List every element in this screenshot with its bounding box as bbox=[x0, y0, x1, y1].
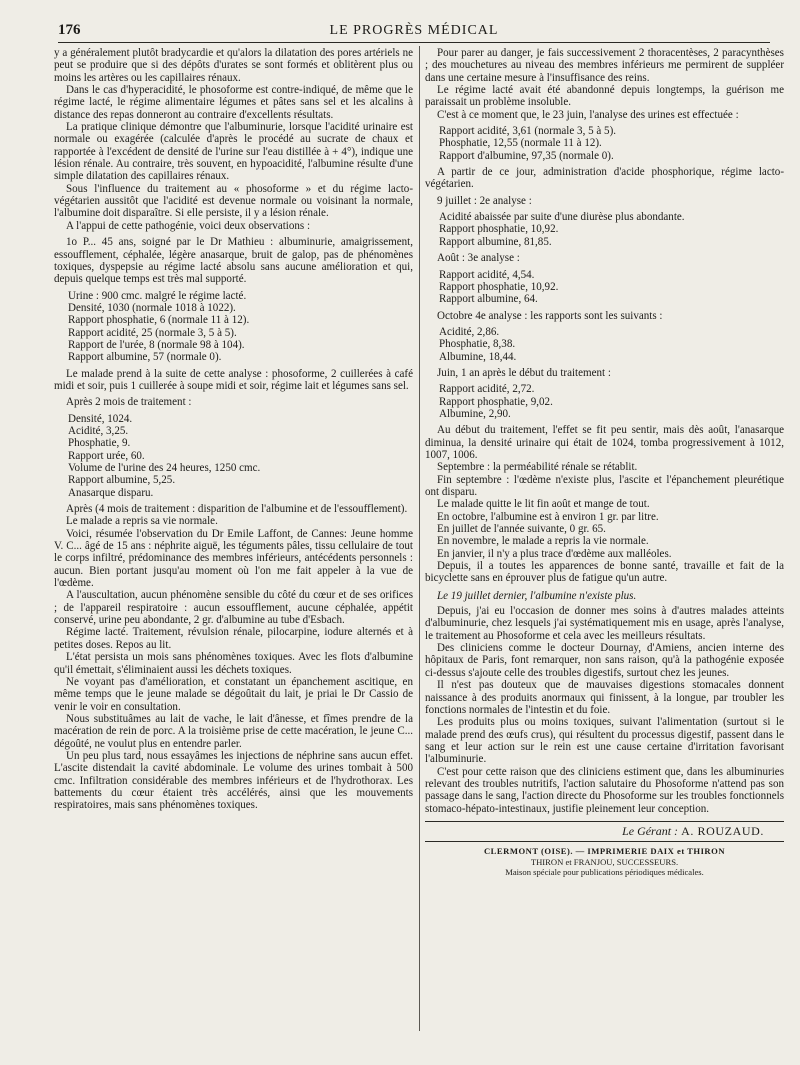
list-item: Rapport phosphatie, 9,02. bbox=[439, 395, 553, 408]
list-item: Urine : 900 cmc. malgré le régime lacté. bbox=[68, 289, 247, 302]
list-item: Rapport de l'urée, 8 (normale 98 à 104). bbox=[68, 338, 245, 351]
list-item: Rapport phosphatie, 6 (normale 11 à 12). bbox=[68, 314, 250, 327]
list-item: Phosphatie, 12,55 (normale 11 à 12). bbox=[439, 137, 602, 150]
analysis-list bbox=[425, 125, 784, 162]
right-column bbox=[425, 47, 784, 878]
paragraph: Au début du traitement, l'effet se fit peu sentir, mais dès août, l'anasarque diminua, la densité urinaire qui était de 1024, tomba progressivement à 1012, 1007, 1006. bbox=[425, 424, 784, 461]
list-item: Densité, 1030 (normale 1018 à 1022). bbox=[68, 301, 236, 314]
paragraph: Le malade a repris sa vie normale. bbox=[66, 515, 218, 528]
list-item: Rapport albumine, 81,85. bbox=[439, 235, 552, 248]
analysis-list bbox=[54, 290, 413, 364]
paragraph: Octobre 4e analyse : les rapports sont les suivants : bbox=[437, 309, 663, 322]
list-item: Albumine, 18,44. bbox=[439, 350, 517, 363]
page-header bbox=[58, 20, 770, 43]
list-item: Acidité abaissée par suite d'une diurèse plus abondante. bbox=[439, 211, 685, 224]
analysis-list bbox=[54, 413, 413, 499]
list-item: Densité, 1024. bbox=[68, 412, 133, 425]
paragraph: Août : 3e analyse : bbox=[437, 252, 520, 265]
gerant-label: Le Gérant : bbox=[622, 823, 679, 838]
paragraph: A l'auscultation, aucun phénomène sensible du côté du cœur et de ses orifices ; de l'appareil respiratoire : aucun essoufflement, aucune céphalée, appétit conservé, urine peu abondante, 2 gr. d'albumine au tube d'Esbach. bbox=[54, 589, 413, 627]
paragraph: Fin septembre : l'œdème n'existe plus, l'ascite et l'épanchement pleurétique ont disparu. bbox=[425, 473, 784, 498]
paragraph: En octobre, l'albumine est à environ 1 gr. par litre. bbox=[437, 510, 659, 523]
list-item: Phosphatie, 9. bbox=[68, 437, 131, 450]
paragraph: Nous substituâmes au lait de vache, le lait d'ânesse, et fîmes prendre de la macération de rein de porc. A la troisième prise de cette macération, le jeune C... dégoûté, ne voulut plus en entendre parler. bbox=[54, 712, 413, 750]
list-item: Rapport acidité, 4,54. bbox=[439, 268, 535, 281]
paragraph: Un peu plus tard, nous essayâmes les injections de néphrine sans aucun effet. L'ascite distendait la cavité abdominale. Le volume des urines tombait à 500 cmc. Infiltration considérable des membres inférieurs et de l'hydrothorax. Les battements du cœur étaient très accélérés, ainsi que les mouvements respiratoires, mais sans phénomènes toxiques. bbox=[54, 749, 413, 812]
paragraph: Le malade quitte le lit fin août et mange de tout. bbox=[437, 498, 650, 511]
gerant-name: A. ROUZAUD. bbox=[681, 823, 764, 838]
journal-title: LE PROGRÈS MÉDICAL bbox=[329, 23, 499, 38]
paragraph: Il n'est pas douteux que de mauvaises digestions stomacales donnent naissance à des produits anormaux qui finissent, à la longue, par troubler les fonctions normales de l'intestin et du foie. bbox=[425, 679, 784, 716]
list-item: Rapport albumine, 64. bbox=[439, 293, 538, 306]
paragraph: C'est pour cette raison que des cliniciens estiment que, dans les albuminuries relevant des troubles nutritifs, l'action salutaire du Phosoforme n'attend pas son passage dans le sang, l'action directe du Phosoforme sur les troubles fonctionnels stomaco-hépato-intestinaux, justifie pleinement leur conception. bbox=[425, 765, 784, 815]
imprint-line: CLERMONT (OISE). — IMPRIMERIE DAIX et THIRON bbox=[483, 846, 726, 857]
list-item: Rapport acidité, 2,72. bbox=[439, 383, 535, 396]
list-item: Volume de l'urine des 24 heures, 1250 cmc. bbox=[68, 462, 261, 474]
list-item: Albumine, 2,90. bbox=[439, 407, 511, 420]
paragraph: Le régime lacté avait été abandonné depuis longtemps, la guérison me paraissait un problème insoluble. bbox=[425, 84, 784, 109]
paragraph: Ne voyant pas d'amélioration, et constatant un épanchement ascitique, en même temps que le jeune malade se dégoûtait du lait, je priai le Dr Cassio de venir le voir en consultation. bbox=[54, 675, 413, 713]
paragraph: Des cliniciens comme le docteur Dournay, d'Amiens, ancien interne des hôpitaux de Paris, font remarquer, non sans raison, qu'à la pathogénie exposée ci-dessus s'ajoute celle des troubles digestifs, surtout chez les jeunes. bbox=[425, 642, 784, 679]
left-column bbox=[54, 47, 413, 812]
paragraph: Voici, résumée l'observation du Dr Emile Laffont, de Cannes: Jeune homme V. C... âgé de 15 ans : néphrite aiguë, les téguments pâles, tissu cellulaire de tout le corps infiltré, prédominance des membres inférieurs, antécédents personnels : aucun. Bien portant jusqu'au moment où l'on me fait appeler à la vue de l'œdème. bbox=[54, 527, 413, 590]
list-item: Rapport albumine, 5,25. bbox=[68, 474, 176, 487]
list-item: Acidité, 2,86. bbox=[439, 325, 500, 338]
list-item: Rapport d'albumine, 97,35 (normale 0). bbox=[439, 149, 614, 162]
paragraph: Juin, 1 an après le début du traitement : bbox=[437, 366, 611, 379]
paragraph: 9 juillet : 2e analyse : bbox=[437, 194, 532, 207]
list-item: Acidité, 3,25. bbox=[68, 424, 129, 437]
paragraph: Régime lacté. Traitement, révulsion rénale, pilocarpine, iodure alternés et à petites doses. Repos au lit. bbox=[54, 626, 413, 651]
paragraph: Après (4 mois de traitement : disparition de l'albumine et de l'essoufflement). bbox=[66, 503, 408, 516]
paragraph: Les produits plus ou moins toxiques, suivant l'alimentation (surtout si le malade prend des œufs crus), qui résultent du processus digestif, passent dans le sang et leur action sur le rein est une cause certaine d'irritation favorisant l'albuminurie. bbox=[425, 716, 784, 766]
analysis-list bbox=[425, 383, 784, 420]
paragraph: C'est à ce moment que, le 23 juin, l'analyse des urines est effectuée : bbox=[437, 108, 739, 121]
imprint-line: THIRON et FRANJOU, SUCCESSEURS. bbox=[530, 856, 679, 867]
list-item: Rapport albumine, 57 (normale 0). bbox=[68, 351, 222, 364]
page-number: 176 bbox=[58, 22, 81, 38]
paragraph: Septembre : la perméabilité rénale se rétablit. bbox=[437, 461, 638, 474]
paragraph: A partir de ce jour, administration d'acide phosphorique, régime lacto-végétarien. bbox=[425, 166, 784, 191]
gerant-signature bbox=[425, 821, 784, 837]
list-item: Anasarque disparu. bbox=[68, 486, 154, 499]
list-item: Rapport phosphatie, 10,92. bbox=[439, 280, 559, 293]
paragraph: L'état persista un mois sans phénomènes toxiques. Avec les flots d'albumine qu'il émettait, s'éliminaient aussi les déchets toxiques. bbox=[54, 651, 413, 676]
paragraph: y a généralement plutôt bradycardie et qu'alors la dilatation des pores artériels ne peut se produire que si des dépôts d'urates se sont formés et oblitèrent plus ou moins les artères ou les capillaires rénaux. bbox=[54, 47, 413, 84]
paragraph: Dans le cas d'hyperacidité, le phosoforme est contre-indiqué, de même que le régime lacté, le régime alimentaire légumes et pâtes sans sel et les alcalins à distance des repas donneront au contraire d'excellents résultats. bbox=[54, 84, 413, 121]
column-divider bbox=[419, 46, 420, 1031]
list-item: Rapport acidité, 25 (normale 3, 5 à 5). bbox=[68, 326, 237, 339]
paragraph: Depuis, j'ai eu l'occasion de donner mes soins à d'autres malades atteints d'albuminurie, chez lesquels j'ai systématiquement mis en usage, après l'analyse, le traitement au Phosoforme et cela avec les meilleurs résultats. bbox=[425, 605, 784, 642]
paragraph: Sous l'influence du traitement au « phosoforme » et du régime lacto-végétarien aussitôt que l'acidité est devenue normale ou voisinant la normale, l'albumine doit disparaître. Si elle persiste, il y a lésion rénale. bbox=[54, 182, 413, 220]
list-item: Rapport urée, 60. bbox=[68, 449, 145, 462]
imprint-line: Maison spéciale pour publications périodiques médicales. bbox=[505, 867, 704, 878]
paragraph: En janvier, il n'y a plus trace d'œdème aux malléoles. bbox=[437, 547, 672, 560]
paragraph: La pratique clinique démontre que l'albuminurie, lorsque l'acidité urinaire est normale ou exagérée (calculée d'après le procédé au sucrate de chaux et rapportée à l'excédent de densité de l'urine sur l'eau distillée à + 4°), indique une lésion rénale. Au contraire, très souvent, en hypoacidité, l'albumine résulte d'une simple dilatation des capillaires rénaux. bbox=[54, 121, 413, 183]
analysis-list bbox=[425, 211, 784, 248]
paragraph: En novembre, le malade a repris la vie normale. bbox=[437, 535, 649, 548]
list-item: Rapport phosphatie, 10,92. bbox=[439, 223, 559, 236]
paragraph: Le malade prend à la suite de cette analyse : phosoforme, 2 cuillerées à café midi et soir, puis 1 cuillerée à soupe midi et soir, régime lait et légumes sans sel. bbox=[54, 367, 413, 392]
paragraph: 1o P... 45 ans, soigné par le Dr Mathieu : albuminurie, amaigrissement, essoufflement, céphalée, légère anasarque, bruit de galop, pas de phénomènes toxiques, dyspepsie au régime lacté absolu sans aucune amélioration et qui, depuis quelque temps est très mal supporté. bbox=[54, 236, 413, 286]
list-item: Rapport acidité, 3,61 (normale 3, 5 à 5). bbox=[439, 125, 617, 138]
paragraph: Depuis, il a toutes les apparences de bonne santé, travaille et fait de la bicyclette sans en éprouver plus de fatigue qu'un autre. bbox=[425, 560, 784, 585]
printer-imprint bbox=[425, 841, 784, 878]
italic-note: Le 19 juillet dernier, l'albumine n'existe plus. bbox=[437, 589, 637, 602]
paragraph: A l'appui de cette pathogénie, voici deux observations : bbox=[66, 219, 311, 232]
list-item: Phosphatie, 8,38. bbox=[439, 338, 516, 351]
analysis-list bbox=[425, 326, 784, 363]
paragraph: Après 2 mois de traitement : bbox=[66, 396, 192, 409]
analysis-list bbox=[425, 269, 784, 306]
paragraph: Pour parer au danger, je fais successivement 2 thoracentèses, 2 paracynthèses ; des mouchetures au niveau des membres inférieurs me permirent de suppléer dans une certaine mesure à l'insuffisance des reins. bbox=[425, 47, 784, 84]
paragraph: En juillet de l'année suivante, 0 gr. 65. bbox=[437, 523, 606, 536]
